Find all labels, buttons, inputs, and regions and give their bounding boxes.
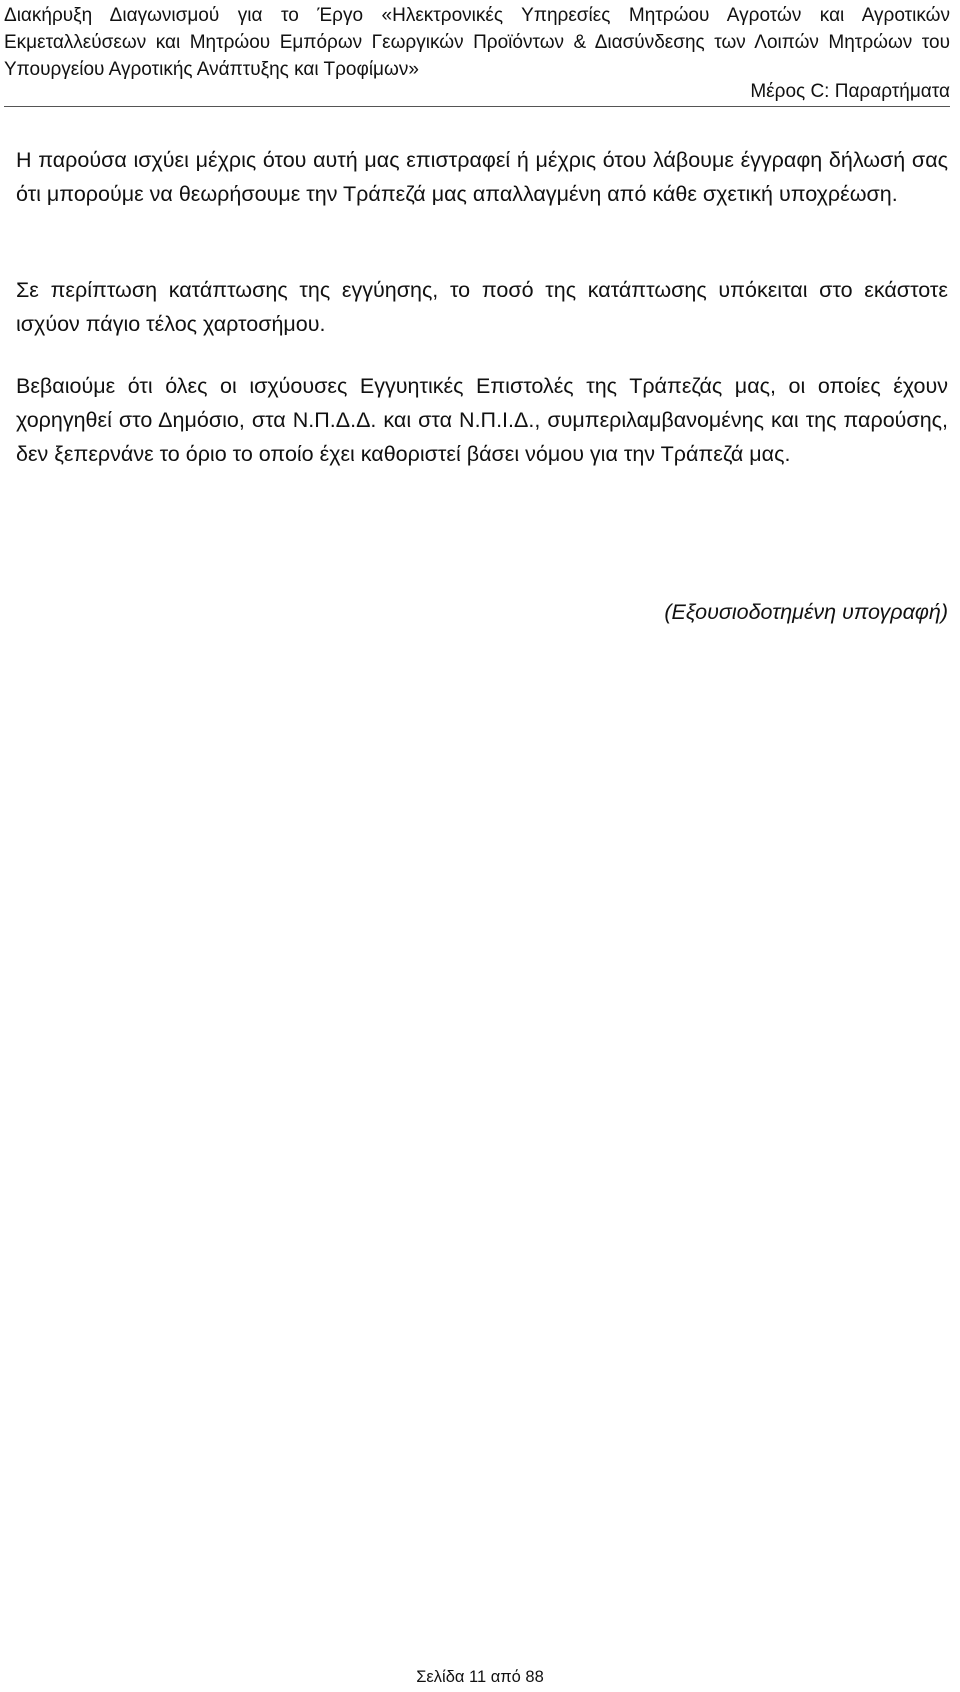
authorized-signature-label: (Εξουσιοδοτημένη υπογραφή) xyxy=(664,600,948,624)
paragraph-stamp-duty: Σε περίπτωση κατάπτωσης της εγγύησης, το ποσό της κατάπτωσης υπόκειται στο εκάστοτε ισχύον πάγιο τέλος χαρτοσήμου. xyxy=(16,278,948,336)
page-number: Σελίδα 11 από 88 xyxy=(416,1668,544,1686)
page-header xyxy=(4,0,950,107)
document-title: Διακήρυξη Διαγωνισμού για το Έργο «Ηλεκτρονικές Υπηρεσίες Μητρώου Αγροτών και Αγροτικών Εκμεταλλεύσεων και Μητρώου Εμπόρων Γεωργικών Προϊόντων & Διασύνδεσης των Λοιπών Μητρώων του Υπουργείου Αγροτικής Ανάπτυξης και Τροφίμων» xyxy=(4,5,950,80)
paragraph-validity: Η παρούσα ισχύει μέχρις ότου αυτή μας επιστραφεί ή μέχρις ότου λάβουμε έγγραφη δήλωσή σας ότι μπορούμε να θεωρήσουμε την Τράπεζά μας απαλλαγμένη από κάθε σχετική υποχρέωση. xyxy=(16,148,948,206)
document-part-label: Μέρος C: Παραρτήματα xyxy=(750,81,950,102)
paragraph-guarantee-limit: Βεβαιούμε ότι όλες οι ισχύουσες Εγγυητικές Επιστολές της Τράπεζάς μας, οι οποίες έχουν χορηγηθεί στο Δημόσιο, στα Ν.Π.Δ.Δ. και στα Ν.Π.Ι.Δ., συμπεριλαμβανομένης και της παρούσης, δεν ξεπερνάνε το όριο το οποίο έχει καθοριστεί βάσει νόμου για την Τράπεζά μας. xyxy=(16,374,948,466)
